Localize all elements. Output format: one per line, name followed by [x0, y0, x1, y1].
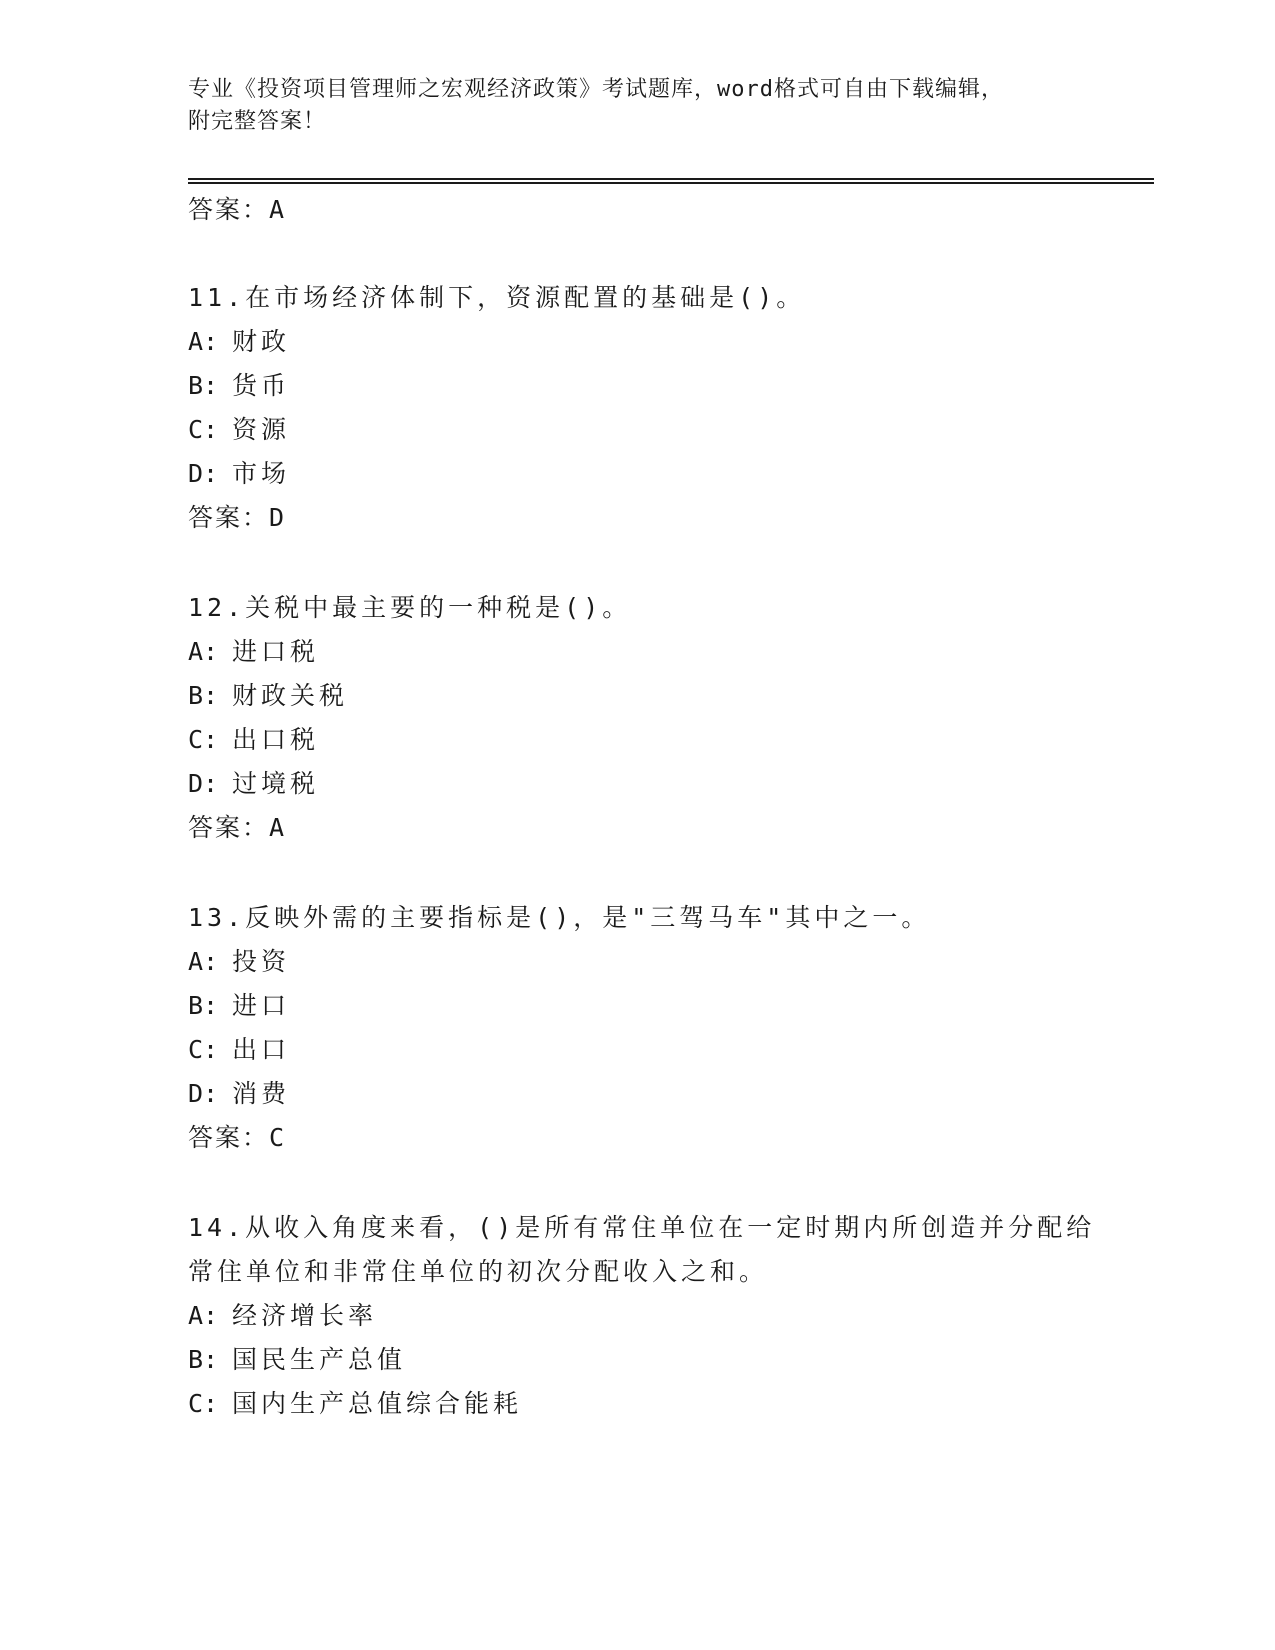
- option-label: A:: [188, 637, 219, 666]
- answer-value: C: [269, 1123, 285, 1152]
- option-d: [188, 764, 319, 800]
- option-text: 国民生产总值: [232, 1345, 407, 1374]
- option-a: [188, 942, 290, 978]
- option-text: 财政关税: [232, 681, 349, 710]
- option-label: D:: [188, 769, 219, 798]
- answer-line: [188, 808, 284, 844]
- option-label: C:: [188, 415, 219, 444]
- header-line-1: 专业《投资项目管理师之宏观经济政策》考试题库，word格式可自由下载编辑，: [188, 77, 1004, 102]
- answer-prefix: 答案：: [188, 1123, 270, 1152]
- option-label: C:: [188, 725, 219, 754]
- option-c: [188, 720, 319, 756]
- option-text: 财政: [232, 327, 291, 356]
- answer-line: [188, 1118, 284, 1154]
- answer-value: A: [269, 195, 285, 224]
- option-text: 货币: [232, 371, 291, 400]
- answer-value: A: [269, 813, 285, 842]
- answer-line: [188, 498, 284, 534]
- option-label: B:: [188, 371, 219, 400]
- option-text: 国内生产总值综合能耗: [232, 1389, 523, 1418]
- option-d: [188, 1074, 290, 1110]
- option-a: [188, 322, 290, 358]
- option-text: 资源: [232, 415, 291, 444]
- option-text: 过境税: [232, 769, 320, 798]
- question-stem: 13.反映外需的主要指标是()，是"三驾马车"其中之一。: [188, 903, 931, 932]
- option-text: 经济增长率: [232, 1301, 378, 1330]
- option-label: B:: [188, 991, 219, 1020]
- option-text: 投资: [232, 947, 291, 976]
- option-b: [188, 1340, 406, 1376]
- option-c: [188, 1030, 290, 1066]
- option-a: [188, 632, 319, 668]
- option-label: C:: [188, 1035, 219, 1064]
- document-header: [188, 74, 1088, 138]
- option-text: 进口税: [232, 637, 320, 666]
- option-label: A:: [188, 947, 219, 976]
- option-label: D:: [188, 1079, 219, 1108]
- option-label: C:: [188, 1389, 219, 1418]
- option-a: [188, 1296, 377, 1332]
- header-divider: [188, 178, 1154, 184]
- option-text: 出口: [232, 1035, 291, 1064]
- option-label: A:: [188, 1301, 219, 1330]
- answer-value: D: [269, 503, 285, 532]
- option-label: A:: [188, 327, 219, 356]
- question-stem-line-1: 14.从收入角度来看，()是所有常住单位在一定时期内所创造并分配给: [188, 1213, 1096, 1242]
- option-label: D:: [188, 459, 219, 488]
- option-text: 进口: [232, 991, 291, 1020]
- answer-prefix: 答案：: [188, 195, 270, 224]
- option-b: [188, 676, 348, 712]
- option-d: [188, 454, 290, 490]
- option-label: B:: [188, 681, 219, 710]
- answer-prefix: 答案：: [188, 503, 270, 532]
- option-c: [188, 410, 290, 446]
- option-c: [188, 1384, 522, 1420]
- question-stem: 11.在市场经济体制下，资源配置的基础是()。: [188, 283, 806, 312]
- header-line-2: 附完整答案！: [188, 109, 327, 134]
- option-b: [188, 986, 290, 1022]
- option-b: [188, 366, 290, 402]
- option-text: 市场: [232, 459, 291, 488]
- question-stem: 12.关税中最主要的一种税是()。: [188, 593, 632, 622]
- option-text: 出口税: [232, 725, 320, 754]
- option-label: B:: [188, 1345, 219, 1374]
- question-stem-line-2: 常住单位和非常住单位的初次分配收入之和。: [188, 1257, 769, 1286]
- option-text: 消费: [232, 1079, 291, 1108]
- answer-line: [188, 190, 284, 226]
- answer-prefix: 答案：: [188, 813, 270, 842]
